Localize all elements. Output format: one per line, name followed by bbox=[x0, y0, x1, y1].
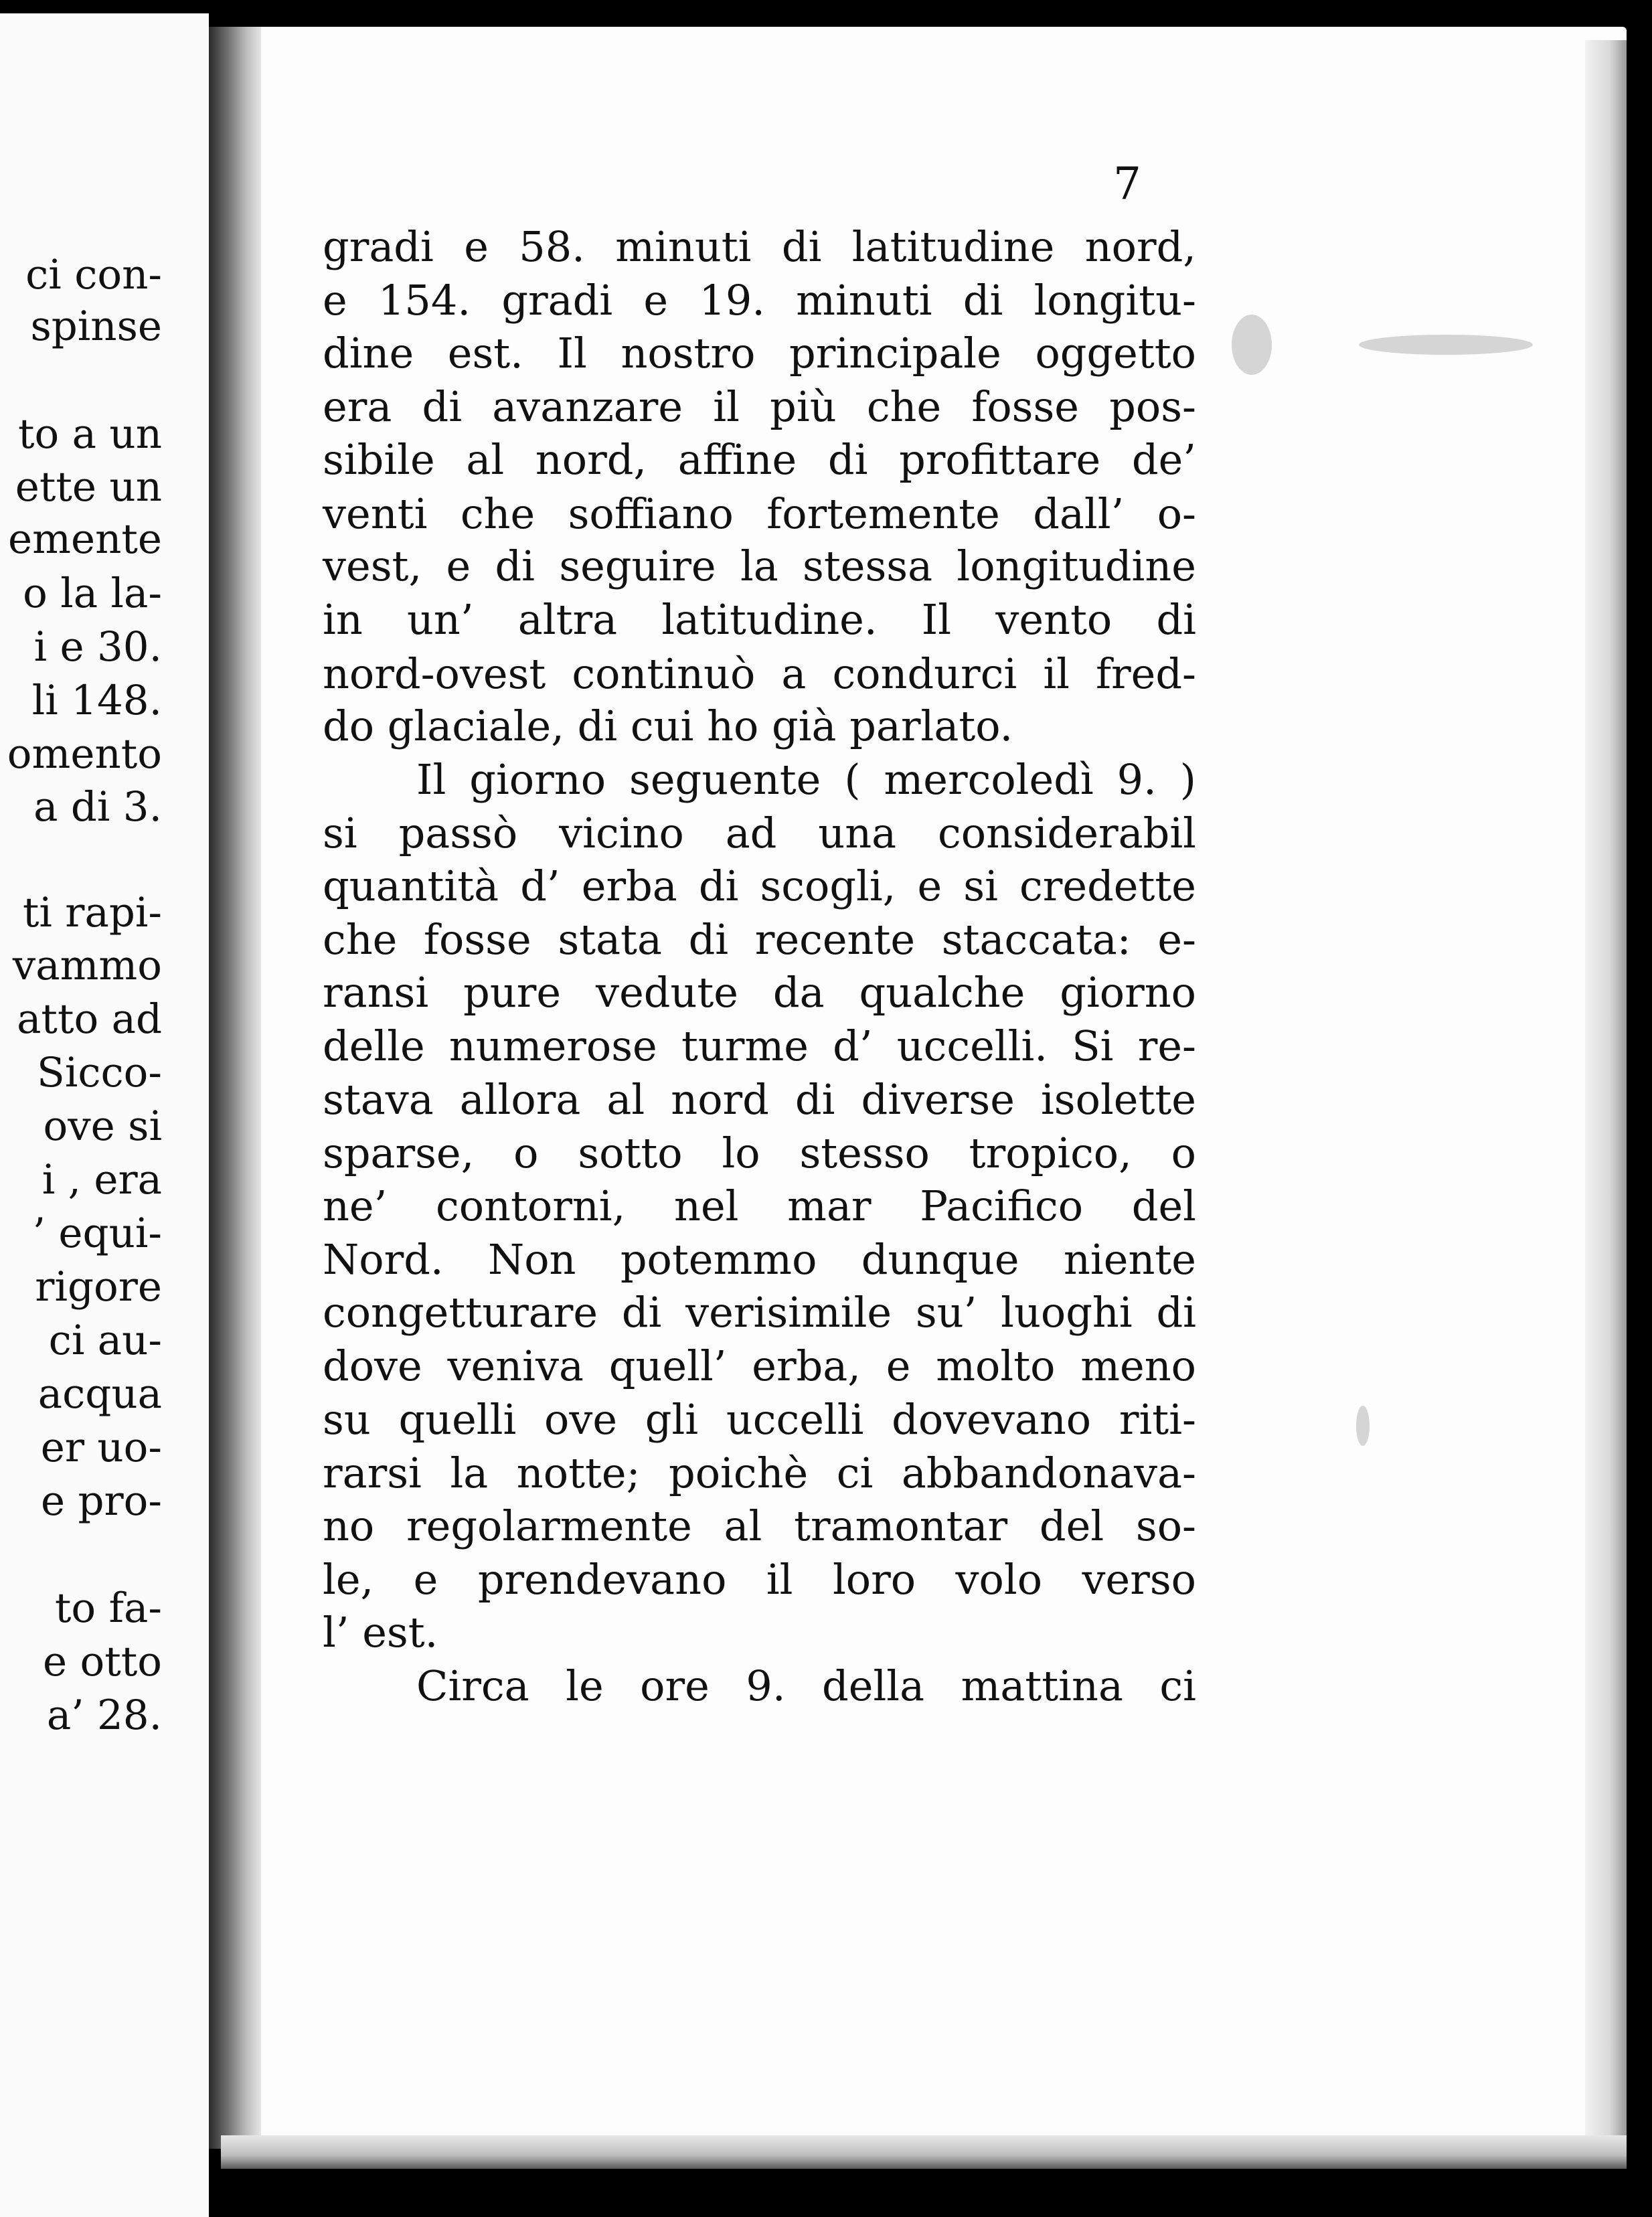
body-text-line: dine est. Il nostro principale oggetto bbox=[323, 329, 1196, 378]
left-line: atto ad bbox=[17, 995, 162, 1043]
body-text-line: stava allora al nord di diverse isolette bbox=[323, 1075, 1196, 1124]
body-text-line: nord-ovest continuò a condurci il fred- bbox=[323, 649, 1196, 698]
left-line: ove si bbox=[43, 1102, 162, 1150]
left-line: li 148. bbox=[31, 677, 162, 724]
body-text-line: Nord. Non potemmo dunque niente bbox=[323, 1235, 1196, 1284]
body-text-line: dove veniva quell’ erba, e molto meno bbox=[323, 1341, 1196, 1390]
body-text-line: Il giorno seguente ( mercoledì 9. ) bbox=[416, 755, 1196, 804]
left-line: Sicco- bbox=[37, 1049, 162, 1096]
body-text-line: congetturare di verisimile su’ luoghi di bbox=[323, 1288, 1196, 1337]
page-number: 7 bbox=[1113, 158, 1141, 210]
left-line: e pro- bbox=[40, 1477, 162, 1525]
body-text-line: su quelli ove gli uccelli dovevano riti- bbox=[323, 1395, 1196, 1444]
body-text-line: Circa le ore 9. della mattina ci bbox=[416, 1661, 1196, 1710]
body-text-line: in un’ altra latitudine. Il vento di bbox=[323, 595, 1196, 644]
left-line: i e 30. bbox=[33, 623, 162, 671]
body-text-line: si passò vicino ad una considerabil bbox=[323, 809, 1196, 857]
body-text-line: delle numerose turme d’ uccelli. Si re- bbox=[323, 1021, 1196, 1070]
left-line: a di 3. bbox=[33, 783, 162, 831]
body-text-line: gradi e 58. minuti di latitudine nord, bbox=[323, 222, 1196, 271]
left-line: vammo bbox=[12, 942, 162, 989]
body-text-line: sparse, o sotto lo stesso tropico, o bbox=[323, 1129, 1196, 1177]
left-line: omento bbox=[7, 730, 162, 778]
body-text-line: ne’ contorni, nel mar Pacifico del bbox=[323, 1181, 1196, 1230]
page-gutter bbox=[209, 27, 261, 2149]
left-line: er uo- bbox=[40, 1424, 162, 1471]
left-line: e otto bbox=[43, 1638, 162, 1686]
body-text-line: l’ est. bbox=[323, 1608, 438, 1657]
left-line: ette un bbox=[15, 463, 162, 511]
left-line: ti rapi- bbox=[22, 889, 162, 936]
body-text-line: venti che soffiano fortemente dall’ o- bbox=[323, 489, 1196, 538]
left-line: ci au- bbox=[48, 1317, 162, 1364]
left-line: acqua bbox=[37, 1370, 162, 1418]
body-text-line: sibile al nord, affine di profittare de’ bbox=[323, 435, 1196, 484]
left-line: spinse bbox=[30, 303, 162, 350]
body-text-line: era di avanzare il più che fosse pos- bbox=[323, 382, 1196, 431]
left-line: ’ equi- bbox=[32, 1210, 162, 1257]
left-line: to fa- bbox=[54, 1584, 162, 1632]
left-line: rigore bbox=[35, 1263, 162, 1311]
page-edge-right bbox=[1585, 40, 1627, 2155]
body-text-line: che fosse stata di recente staccata: e- bbox=[323, 915, 1196, 964]
left-line: ci con- bbox=[25, 251, 162, 299]
scan-blemish bbox=[1232, 315, 1272, 375]
body-text-line: do glaciale, di cui ho già parlato. bbox=[323, 702, 1013, 750]
body-text-line: no regolarmente al tramontar del so- bbox=[323, 1501, 1196, 1550]
body-text-line: le, e prendevano il loro volo verso bbox=[323, 1555, 1196, 1604]
body-text-line: ransi pure vedute da qualche giorno bbox=[323, 968, 1196, 1017]
left-line: o la la- bbox=[23, 570, 162, 617]
scan-blemish bbox=[1359, 335, 1533, 355]
body-text-line: e 154. gradi e 19. minuti di longitu- bbox=[323, 276, 1196, 325]
left-line: i , era bbox=[42, 1156, 162, 1204]
left-line: a’ 28. bbox=[46, 1692, 162, 1739]
left-line: emente bbox=[8, 515, 162, 563]
scan-blemish bbox=[1356, 1406, 1370, 1446]
left-facing-page bbox=[0, 13, 209, 2217]
left-line: to a un bbox=[18, 410, 162, 458]
body-text-line: quantità d’ erba di scogli, e si credette bbox=[323, 861, 1196, 910]
page-edge-bottom bbox=[221, 2135, 1627, 2169]
body-text-line: vest, e di seguire la stessa longitudine bbox=[323, 542, 1196, 590]
body-text-line: rarsi la notte; poichè ci abbandonava- bbox=[323, 1449, 1196, 1497]
